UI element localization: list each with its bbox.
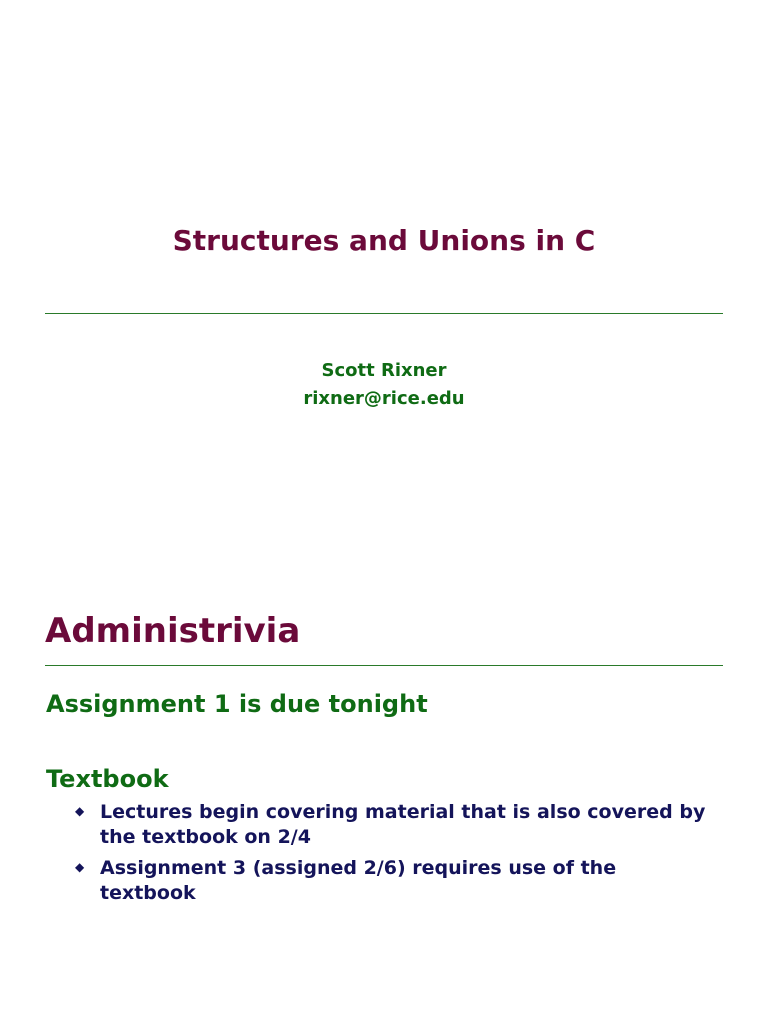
- section-heading-textbook: Textbook: [46, 765, 169, 793]
- bullet-text: Assignment 3 (assigned 2/6) requires use of the textbook: [100, 857, 617, 904]
- list-item: [75, 856, 715, 906]
- author-email: rixner@rice.edu: [303, 388, 465, 409]
- heading-divider: [45, 665, 723, 666]
- textbook-bullet-list: [75, 800, 715, 912]
- title-divider: [45, 313, 723, 314]
- author-name: Scott Rixner: [321, 360, 447, 381]
- slide-title: Structures and Unions in C: [172, 224, 596, 257]
- list-item: [75, 800, 715, 850]
- diamond-bullet-icon: ◆: [75, 860, 85, 874]
- diamond-bullet-icon: ◆: [75, 804, 85, 818]
- section-heading-assignment: Assignment 1 is due tonight: [46, 690, 428, 718]
- slide-heading: Administrivia: [45, 611, 301, 651]
- bullet-text: Lectures begin covering material that is also covered by the textbook on 2/4: [100, 801, 706, 848]
